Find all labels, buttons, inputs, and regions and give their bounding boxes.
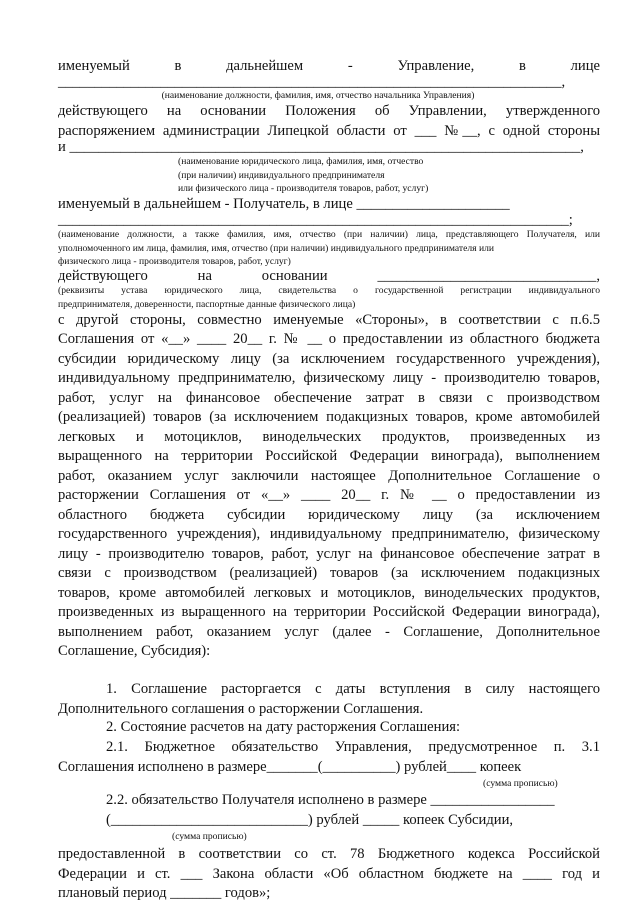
text-line: произведенных из выращенного на территории Российской Федерации винограда),	[58, 604, 600, 620]
text-line: Соглашения от «__» ____ 20__ г. № __ о предоставлении из областного бюджета	[58, 331, 600, 347]
text-line: _____________________________________________________________________,	[58, 74, 566, 90]
text-line: работ, оказанием услуг заключили настоящее Дополнительное Соглашение о	[58, 468, 600, 484]
caption-line: (сумма прописью)	[172, 831, 247, 842]
text-line: Дополнительного соглашения о расторжении Соглашения.	[58, 701, 424, 717]
text-line: и ______________________________________________________________________,	[58, 139, 584, 155]
caption-line: (наименование юридического лица, фамилия, имя, отчество	[178, 156, 424, 167]
text-line: Федерации и ст. ___ Закона области «Об областном бюджете на ____ год и	[58, 866, 600, 882]
text-line: ______________________________________________________________________;	[58, 212, 573, 228]
text-line: работ, услуг на финансовое обеспечение затрат в связи с производством	[58, 390, 600, 406]
caption-line: (реквизиты устава юридического лица, свидетельства о государственной регистрации индивидуального	[58, 285, 600, 296]
text-line: плановый период _______ годов»;	[58, 885, 271, 901]
text-line: распоряжением администрации Липецкой области от ___ №__, с одной стороны	[58, 123, 600, 139]
text-line: индивидуальному предпринимателю, физическому лицу - производителю товаров,	[58, 370, 600, 386]
text-line: 2.2. обязательство Получателя исполнено в размере _________________	[106, 792, 555, 808]
caption-line: предпринимателя, доверенности, паспортные данные физического лица)	[58, 299, 356, 310]
text-line: лицу - производителю товаров, работ, услуг на финансовое обеспечение затрат в	[58, 546, 600, 562]
text-line: 2. Состояние расчетов на дату расторжения Соглашения:	[106, 719, 461, 735]
text-line: с другой стороны, совместно именуемые «Стороны», в соответствии с п.6.5	[58, 312, 600, 328]
text-line: расторжении Соглашения от «__» ____ 20__ г. № __ о предоставлении из	[58, 487, 600, 503]
text-line: именуемый в дальнейшем - Управление, в лице	[58, 58, 600, 74]
caption-line: (сумма прописью)	[483, 778, 558, 789]
text-line: выполнением работ, оказанием услуг (далее - Соглашение, Дополнительное	[58, 624, 600, 640]
caption-line: (наименование должности, фамилия, имя, отчество начальника Управления)	[161, 90, 475, 101]
text-line: (реализацией) товаров (за исключением подакцизных товаров, кроме автомобилей	[58, 409, 600, 425]
text-line: Соглашения исполнено в размере_______(__________) рублей____ копеек	[58, 759, 522, 775]
text-line: Соглашение, Субсидия):	[58, 643, 211, 659]
text-line: действующего на основании ______________________________,	[58, 268, 600, 284]
caption-line: уполномоченного им лица, фамилия, имя, отчество (при наличии) индивидуального предпринимателя или	[58, 243, 494, 254]
text-line: субсидии юридическому лицу (за исключением государственного учреждения),	[58, 351, 600, 367]
text-line: выращенного на территории Российской Федерации винограда), выполнением	[58, 448, 600, 464]
text-line: 2.1. Бюджетное обязательство Управления, предусмотренное п. 3.1	[106, 739, 600, 755]
text-line: действующего на основании Положения об Управлении, утвержденного	[58, 103, 600, 119]
text-line: государственного учреждения), индивидуальному предпринимателю, физическому	[58, 526, 600, 542]
text-line: товаров, кроме автомобилей легковых и мотоциклов, винодельческих продуктов,	[58, 585, 600, 601]
text-line: легковых и мотоциклов, винодельческих продуктов, произведенных из	[58, 429, 600, 445]
caption-line: (наименование должности, а также фамилия, имя, отчество (при наличии) лица, представляющего Получателя, или	[58, 229, 600, 240]
caption-line: физического лица - производителя товаров, работ, услуг)	[58, 256, 291, 267]
text-line: областного бюджета субсидии юридическому лицу (за исключением	[58, 507, 600, 523]
text-line: связи с производством (реализацией) товаров (за исключением подакцизных	[58, 565, 600, 581]
text-line: 1. Соглашение расторгается с даты вступления в силу настоящего	[106, 681, 600, 697]
caption-line: (при наличии) индивидуального предпринимателя	[178, 170, 385, 181]
caption-line: или физического лица - производителя товаров, работ, услуг)	[178, 183, 429, 194]
text-line: именуемый в дальнейшем - Получатель, в лице _____________________	[58, 196, 510, 212]
text-line: (___________________________) рублей _____ копеек Субсидии,	[106, 812, 514, 828]
text-line: предоставленной в соответствии со ст. 78 Бюджетного кодекса Российской	[58, 846, 600, 862]
